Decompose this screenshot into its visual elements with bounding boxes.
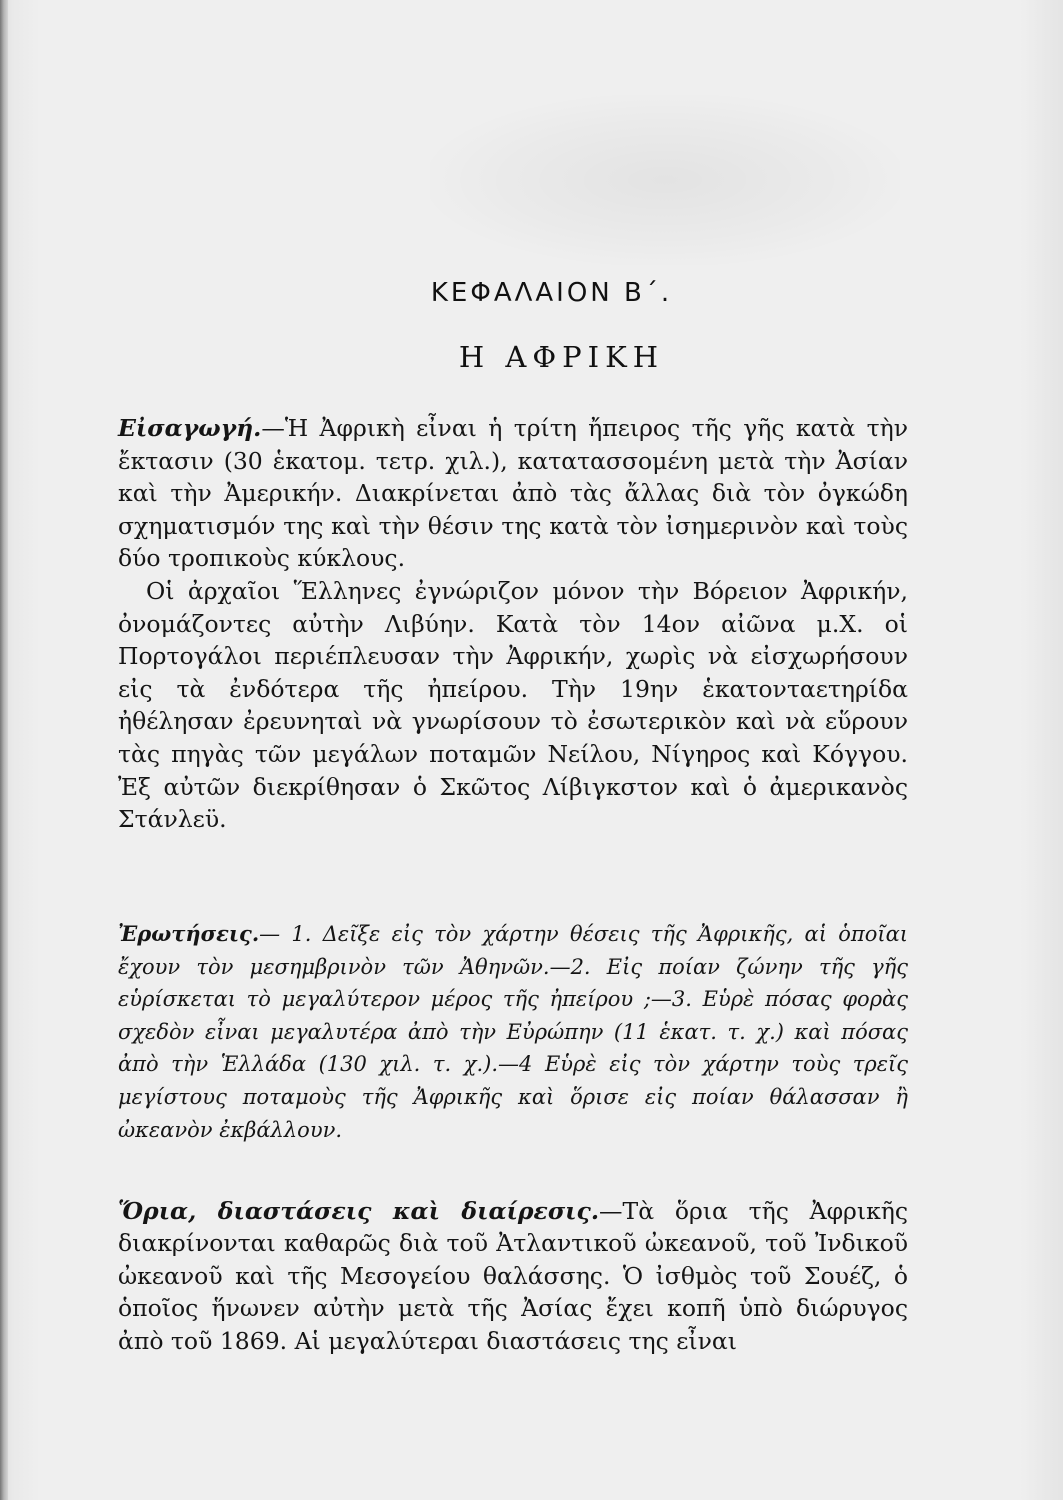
chapter-title: Η ΑΦΡΙΚΗ	[458, 340, 665, 374]
borders-heading: Ὅρια, διαστάσεις καὶ διαίρεσις.	[118, 1197, 600, 1225]
page-spine-shadow	[0, 0, 8, 1500]
intro-section	[118, 412, 908, 836]
intro-heading: Εἰσαγωγή.	[118, 414, 262, 442]
questions-section	[118, 918, 908, 1146]
show-through-bleed	[430, 95, 900, 265]
intro-paragraph-1	[118, 412, 908, 575]
questions-heading: Ἐρωτήσεις.	[118, 921, 260, 946]
intro-paragraph-1-text: —Ἡ Ἀφρικὴ εἶναι ἡ τρίτη ἤπειρος τῆς γῆς κατὰ τὴν ἔκτασιν (30 ἑκατομ. τετρ. χιλ.), κατατασσομένη μετὰ τὴν Ἀσίαν καὶ τὴν Ἀμερικήν. Διακρίνεται ἀπὸ τὰς ἄλλας διὰ τὸν ὀγκώδη σχηματισμόν της καὶ τὴν θέσιν της κατὰ τὸν ἰσημερινὸν καὶ τοὺς δύο τροπικοὺς κύκλους.	[118, 414, 908, 573]
intro-paragraph-2: Οἱ ἀρχαῖοι Ἕλληνες ἐγνώριζον μόνον τὴν Βόρειον Ἀφρικήν, ὀνομάζοντες αὐτὴν Λιβύην. Κατὰ τὸν 14ον αἰῶνα μ.Χ. οἱ Πορτογάλοι περιέπλευσαν τὴν Ἀφρικήν, χωρὶς νὰ εἰσχωρήσουν εἰς τὰ ἐνδότερα τῆς ἠπείρου. Τὴν 19ην ἑκατονταετηρίδα ἠθέλησαν ἐρευνηταὶ νὰ γνωρίσουν τὸ ἐσωτερικὸν καὶ νὰ εὕρουν τὰς πηγὰς τῶν μεγάλων ποταμῶν Νείλου, Νίγηρος καὶ Κόγγου. Ἐξ αὐτῶν διεκρίθησαν ὁ Σκῶτος Λίβιγκστον καὶ ὁ ἀμερικανὸς Στάνλεϋ.	[118, 576, 908, 834]
borders-text: —Τὰ ὅρια τῆς Ἀφρικῆς διακρίνονται καθαρῶς διὰ τοῦ Ἀτλαντικοῦ ὠκεανοῦ, τοῦ Ἰνδικοῦ ὠκεανοῦ καὶ τῆς Μεσογείου θαλάσσης. Ὁ ἰσθμὸς τοῦ Σουέζ, ὁ ὁποῖος ἥνωνεν αὐτὴν μετὰ τῆς Ἀσίας ἔχει κοπῆ ὑπὸ διώρυγος ἀπὸ τοῦ 1869. Αἱ μεγαλύτεραι διαστάσεις της εἶναι	[118, 1197, 908, 1355]
questions-text: — 1. Δεῖξε εἰς τὸν χάρτην θέσεις τῆς Ἀφρικῆς, αἱ ὁποῖαι ἔχουν τὸν μεσημβρινὸν τῶν Ἀθηνῶν.—2. Εἰς ποίαν ζώνην τῆς γῆς εὑρίσκεται τὸ μεγαλύτερον μέρος τῆς ἠπείρου ;—3. Εὑρὲ πόσας φορὰς σχεδὸν εἶναι μεγαλυτέρα ἀπὸ τὴν Εὐρώπην (11 ἑκατ. τ. χ.) καὶ πόσας ἀπὸ τὴν Ἑλλάδα (130 χιλ. τ. χ.).—4 Εὑρὲ εἰς τὸν χάρτην τοὺς τρεῖς μεγίστους ποταμοὺς τῆς Ἀφρικῆς καὶ ὅρισε εἰς ποίαν θάλασσαν ἢ ὠκεανὸν ἐκβάλλουν.	[118, 922, 908, 1142]
borders-section	[118, 1195, 908, 1357]
chapter-label: ΚΕΦΑΛΑΙΟΝ Β΄.	[430, 278, 673, 308]
